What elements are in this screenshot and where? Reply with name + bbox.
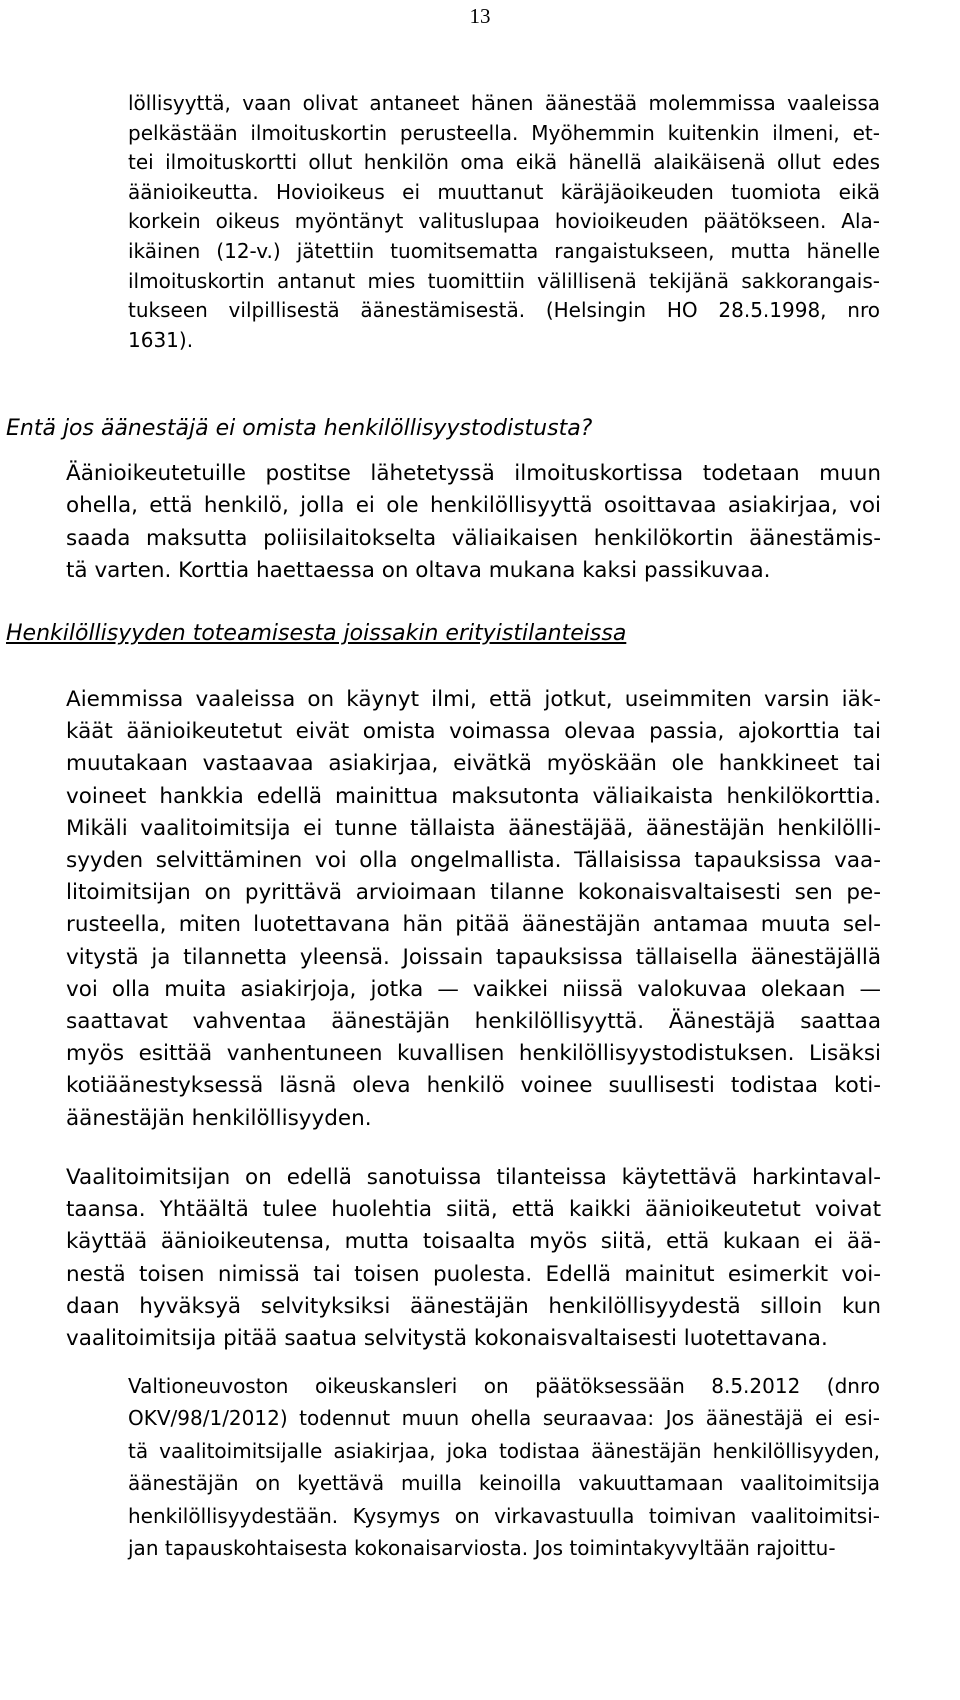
- text-line: korkein oikeus myöntänyt valituslupaa hovioikeuden päätökseen. Ala-: [128, 209, 880, 234]
- text-line: Mikäli vaalitoimitsija ei tunne tällaista äänestäjää, äänestäjän henkilölli-: [66, 815, 881, 841]
- text-line: Vaalitoimitsijan on edellä sanotuissa tilanteissa käytettävä harkintaval-: [66, 1165, 881, 1190]
- text-line: ikäinen (12-v.) jätettiin tuomitsematta rangaistukseen, mutta hänelle: [128, 239, 880, 263]
- heading-special-situations: Henkilöllisyyden toteamisesta joissakin erityistilanteissa: [6, 621, 627, 646]
- text-line: äänioikeutta. Hovioikeus ei muuttanut käräjäoikeuden tuomiota eikä: [128, 179, 880, 204]
- text-line: kotiäänestyksessä läsnä oleva henkilö voinee suullisesti todistaa koti-: [66, 1073, 881, 1099]
- text-line: Aiemmissa vaaleissa on käynyt ilmi, että jotkut, useimmiten varsin iäk-: [66, 687, 881, 712]
- text-line: äänestäjän on kyettävä muilla keinoilla vakuuttamaan vaalitoimitsija: [128, 1471, 880, 1496]
- text-line: daan hyväksyä selvityksiksi äänestäjän henkilöllisyydestä silloin kun: [66, 1293, 881, 1319]
- text-line: käyttää äänioikeutensa, mutta toisaalta myös siitä, että kukaan ei ää-: [66, 1229, 881, 1255]
- text-line: ohella, että henkilö, jolla ei ole henkilöllisyyttä osoittavaa asiakirjaa, voi: [66, 493, 881, 519]
- text-line: taansa. Yhtäältä tulee huolehtia siitä, että kaikki äänioikeutetut voivat: [66, 1197, 881, 1223]
- text-line: saada maksutta poliisilaitokselta väliaikaisen henkilökortin äänestämis-: [66, 525, 881, 551]
- text-line: voi olla muita asiakirjoja, jotka — vaikkei niissä valokuvaa olekaan —: [66, 976, 881, 1002]
- text-line: tei ilmoituskortti ollut henkilön oma eikä hänellä alaikäisenä ollut edes: [128, 150, 880, 175]
- text-line: äänestäjän henkilöllisyyden.: [66, 1105, 372, 1131]
- text-line: jan tapauskohtaisesta kokonaisarviosta. Jos toimintakyvyltään rajoittu-: [128, 1536, 836, 1560]
- text-line: ilmoituskortin antanut mies tuomittiin välillisenä tekijänä sakkorangais-: [128, 268, 880, 293]
- text-line: tä vaalitoimitsijalle asiakirjaa, joka todistaa äänestäjän henkilöllisyyden,: [128, 1438, 880, 1463]
- text-line: muutakaan vastaavaa asiakirjaa, eivätkä myöskään ole hankkineet tai: [66, 751, 881, 777]
- text-line: saattavat vahventaa äänestäjän henkilöllisyyttä. Äänestäjä saattaa: [66, 1009, 881, 1034]
- text-line: pelkästään ilmoituskortin perusteella. Myöhemmin kuitenkin ilmeni, et-: [128, 120, 880, 145]
- text-line: vitystä ja tilannetta yleensä. Joissain tapauksissa tällaisella äänestäjällä: [66, 944, 881, 970]
- text-line: nestä toisen nimissä tai toisen puolesta. Edellä mainitut esimerkit voi-: [66, 1261, 881, 1287]
- text-line: käät äänioikeutetut eivät omista voimassa olevaa passia, ajokorttia tai: [66, 719, 881, 745]
- text-line: tukseen vilpillisestä äänestämisestä. (Helsingin HO 28.5.1998, nro: [128, 298, 880, 323]
- text-line: Äänioikeutetuille postitse lähetetyssä ilmoituskortissa todetaan muun: [66, 461, 881, 486]
- text-line: myös esittää vanhentuneen kuvallisen henkilöllisyystodistuksen. Lisäksi: [66, 1041, 881, 1067]
- text-line: rusteella, miten luotettavana hän pitää äänestäjän antamaa muuta sel-: [66, 912, 881, 938]
- text-line: voineet hankkia edellä mainittua maksutonta väliaikaista henkilökorttia.: [66, 783, 881, 809]
- text-line: tä varten. Korttia haettaessa on oltava mukana kaksi passikuvaa.: [66, 557, 771, 583]
- text-line: henkilöllisyydestään. Kysymys on virkavastuulla toimivan vaalitoimitsi-: [128, 1503, 880, 1528]
- page-number: 13: [469, 4, 491, 28]
- heading-no-id: Entä jos äänestäjä ei omista henkilöllisyystodistusta?: [6, 416, 593, 441]
- text-line: löllisyyttä, vaan olivat antaneet hänen äänestää molemmissa vaaleissa: [128, 91, 880, 115]
- text-line: litoimitsijan on pyrittävä arvioimaan tilanne kokonaisvaltaisesti sen pe-: [66, 880, 881, 906]
- text-line: 1631).: [128, 327, 194, 352]
- text-line: OKV/98/1/2012) todennut muun ohella seuraavaa: Jos äänestäjä ei esi-: [128, 1406, 880, 1431]
- text-line: syyden selvittäminen voi olla ongelmallista. Tällaisissa tapauksissa vaa-: [66, 848, 881, 873]
- text-line: vaalitoimitsija pitää saatua selvitystä kokonaisvaltaisesti luotettavana.: [66, 1326, 828, 1351]
- text-line: Valtioneuvoston oikeuskansleri on päätöksessään 8.5.2012 (dnro: [128, 1374, 880, 1398]
